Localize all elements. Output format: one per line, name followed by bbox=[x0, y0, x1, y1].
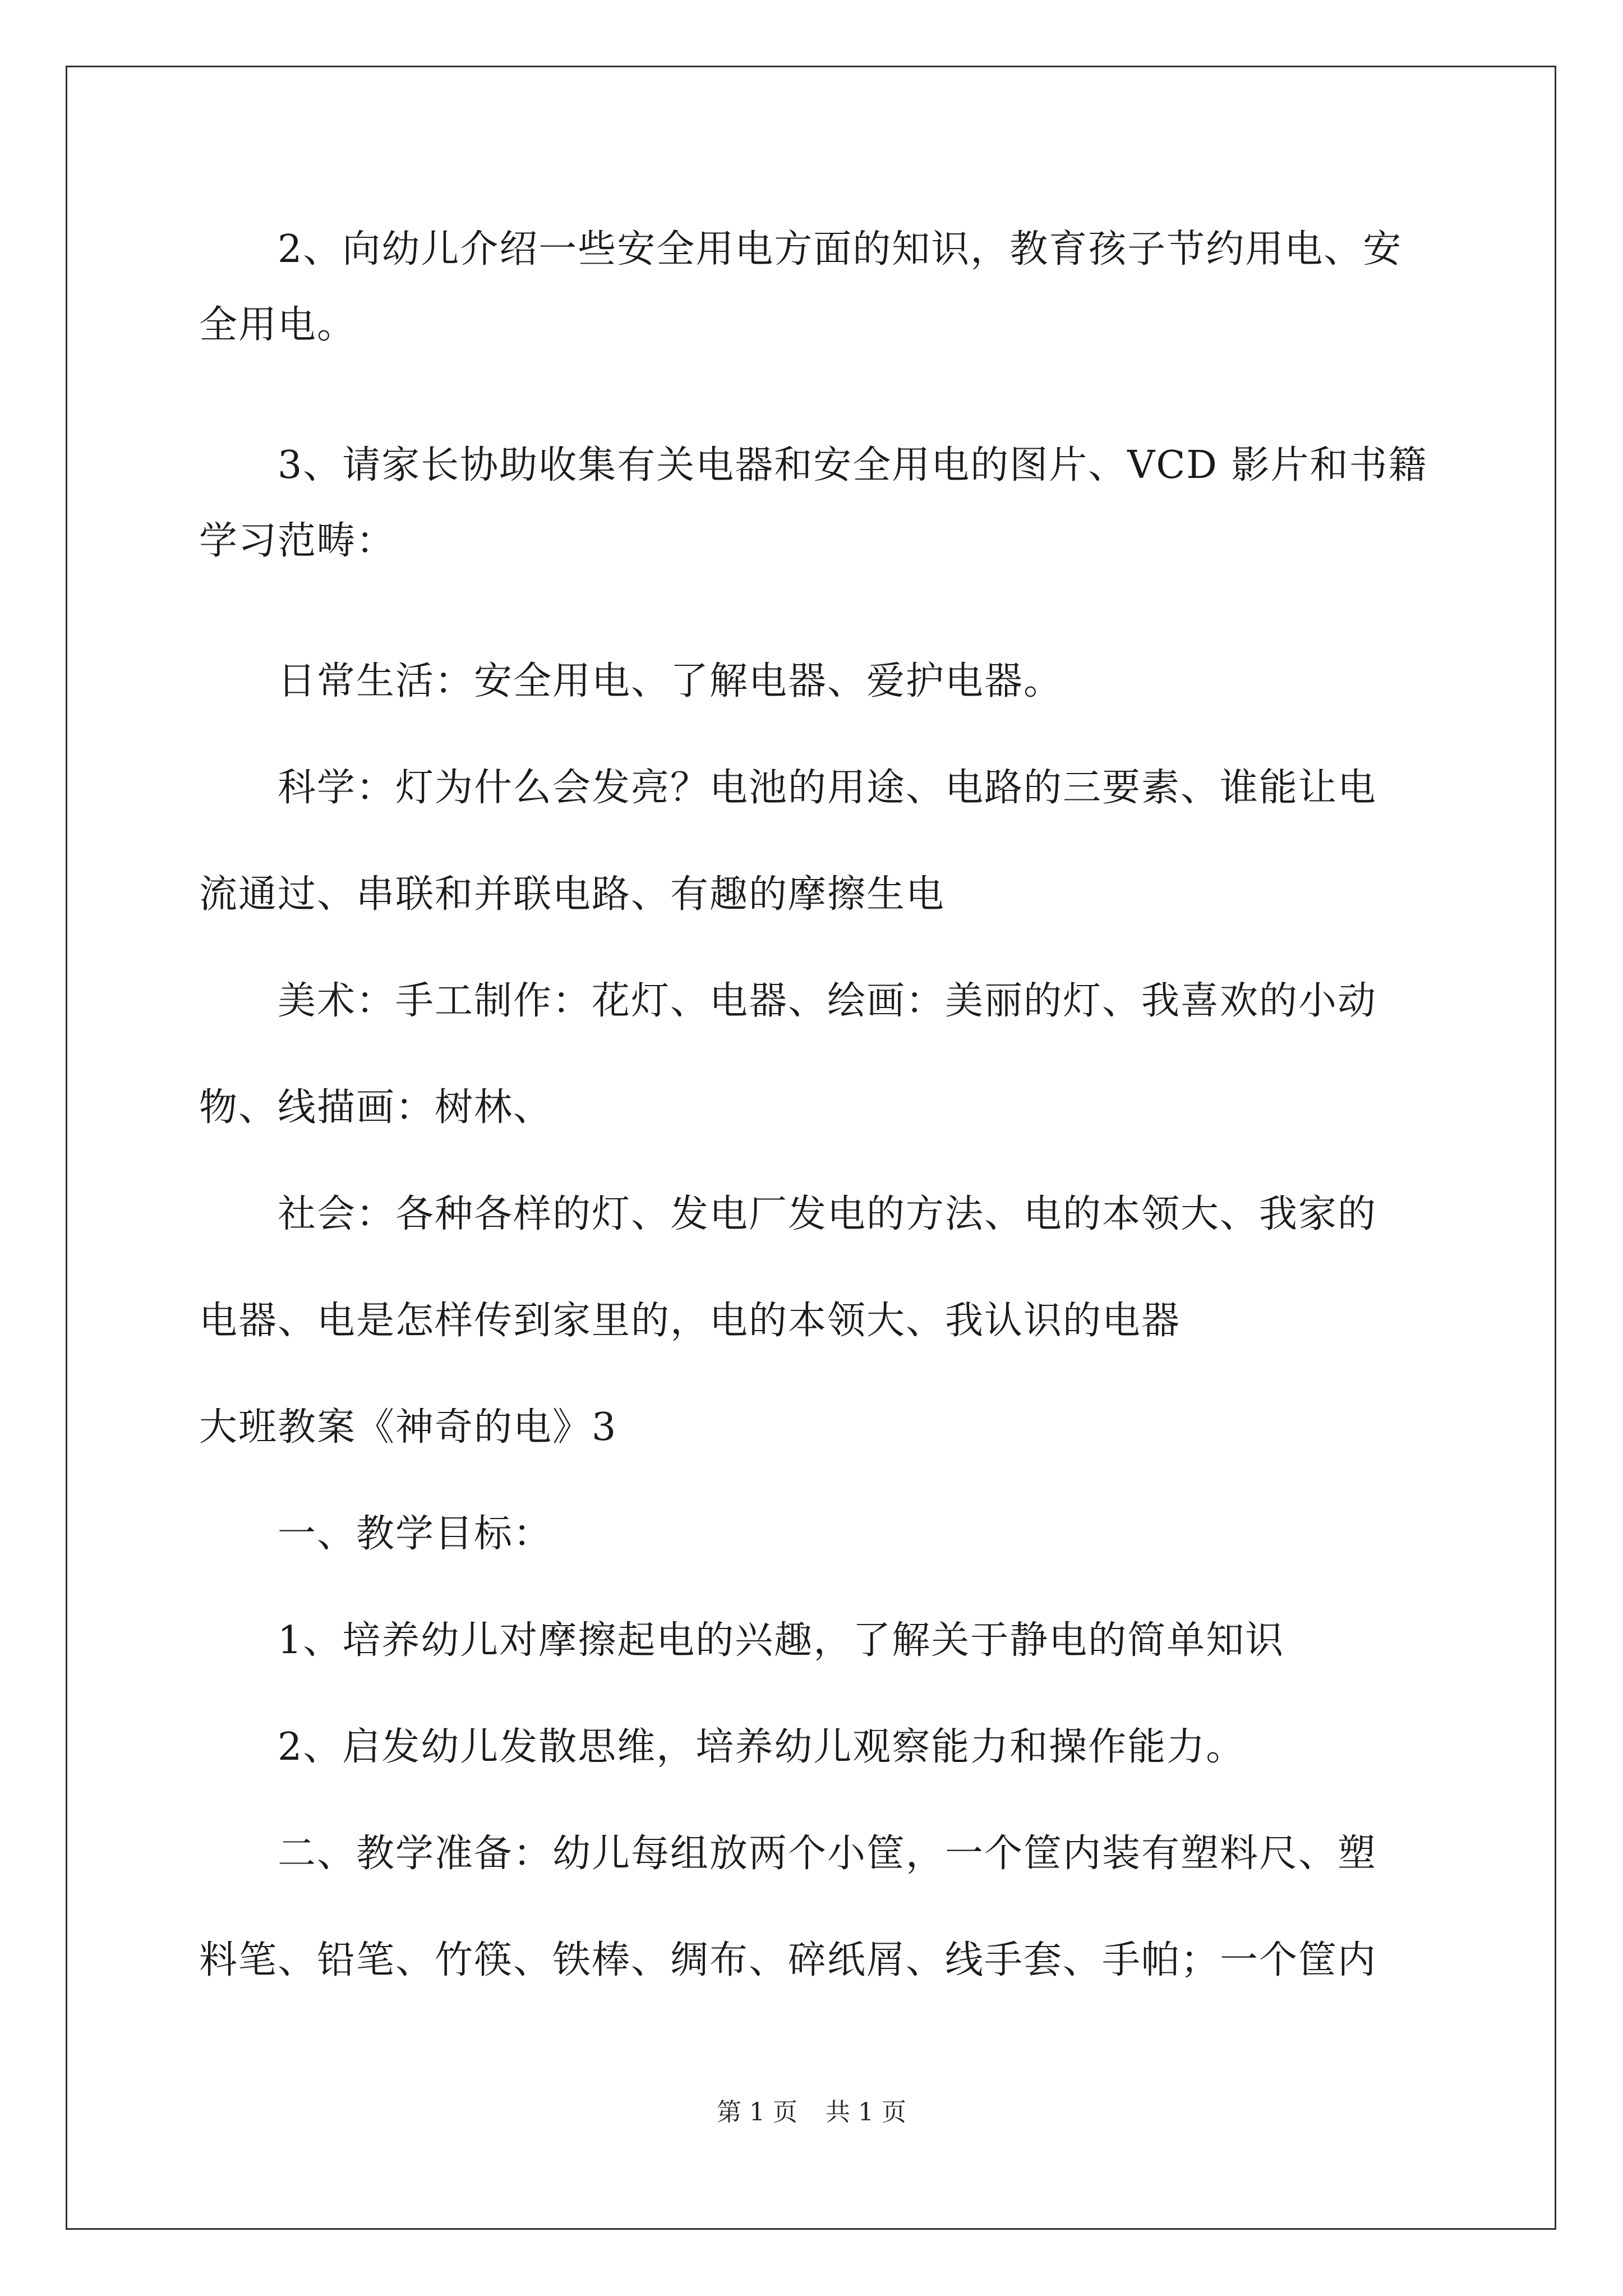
paragraph-line: 社会：各种各样的灯、发电厂发电的方法、电的本领大、我家的 bbox=[278, 1192, 1377, 1236]
section-heading: 大班教案《神奇的电》3 bbox=[199, 1405, 617, 1450]
paragraph-line: 3、请家长协助收集有关电器和安全用电的图片、VCD 影片和书籍 bbox=[278, 443, 1428, 487]
page-footer bbox=[0, 2097, 1623, 2128]
paragraph-line: 日常生活：安全用电、了解电器、爱护电器。 bbox=[278, 659, 1063, 703]
paragraph-line: 物、线描画：树林、 bbox=[199, 1085, 553, 1130]
paragraph-line: 一、教学目标： bbox=[278, 1512, 553, 1556]
page-number: 第 1 页 bbox=[717, 2098, 797, 2127]
paragraph-line: 2、向幼儿介绍一些安全用电方面的知识，教育孩子节约用电、安 bbox=[278, 227, 1403, 272]
paragraph-line: 美术：手工制作：花灯、电器、绘画：美丽的灯、我喜欢的小动 bbox=[278, 979, 1377, 1023]
paragraph-line: 学习范畴： bbox=[199, 519, 396, 563]
paragraph-line: 2、启发幼儿发散思维，培养幼儿观察能力和操作能力。 bbox=[278, 1725, 1246, 1769]
paragraph-line: 流通过、串联和并联电路、有趣的摩擦生电 bbox=[199, 872, 946, 917]
paragraph-line: 电器、电是怎样传到家里的，电的本领大、我认识的电器 bbox=[199, 1299, 1181, 1343]
paragraph-line: 料笔、铅笔、竹筷、铁棒、绸布、碎纸屑、线手套、手帕；一个筐内 bbox=[199, 1938, 1377, 1982]
paragraph-line: 二、教学准备：幼儿每组放两个小筐，一个筐内装有塑料尺、塑 bbox=[278, 1832, 1377, 1876]
page-total: 共 1 页 bbox=[826, 2098, 906, 2127]
paragraph-line: 科学：灯为什么会发亮？电池的用途、电路的三要素、谁能让电 bbox=[278, 766, 1377, 810]
paragraph-line: 1、培养幼儿对摩擦起电的兴趣，了解关于静电的简单知识 bbox=[278, 1618, 1285, 1663]
page-border bbox=[66, 66, 1556, 2230]
paragraph-line: 全用电。 bbox=[199, 303, 357, 347]
